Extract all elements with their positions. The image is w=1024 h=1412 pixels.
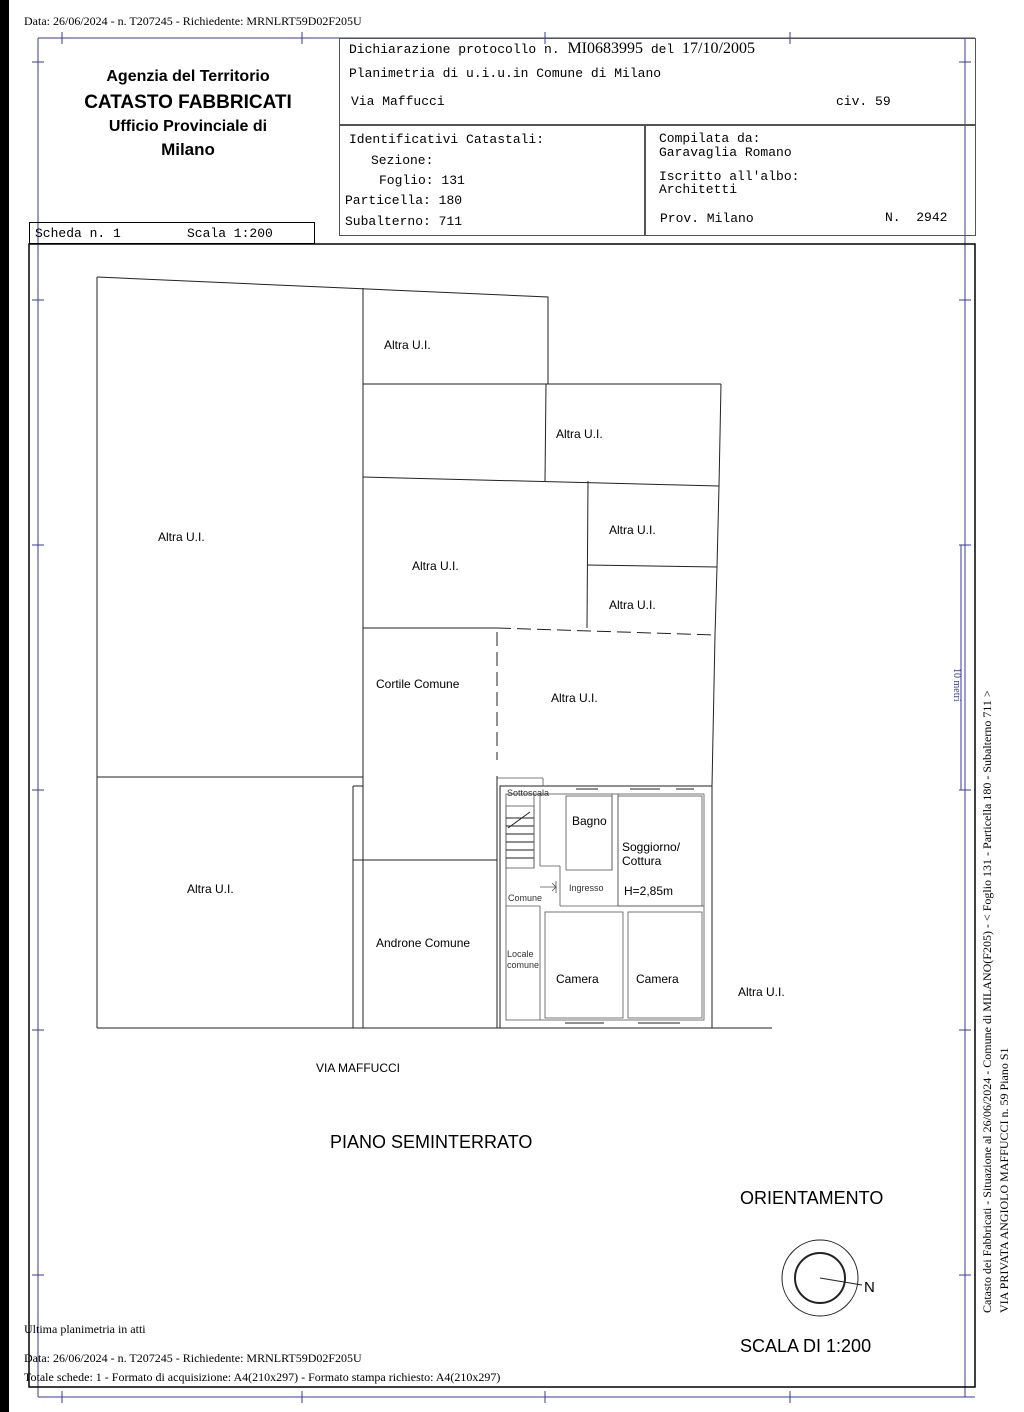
- camera-1-room: [545, 912, 623, 1018]
- room-label-altra-left-bottom: Altra U.I.: [187, 882, 234, 896]
- scheda-label: Scheda n. 1: [35, 226, 121, 241]
- agency-line4: Milano: [161, 140, 215, 159]
- bottom-request-line: Data: 26/06/2024 - n. T207245 - Richiedente: MRNLRT59D02F205U: [24, 1351, 362, 1365]
- particella-line: Particella: 180: [345, 193, 463, 208]
- room-label-bagno: Bagno: [572, 814, 607, 828]
- room-label-altra-r1: Altra U.I.: [609, 523, 656, 537]
- plan-wall: [712, 635, 715, 786]
- declaration-line: Dichiarazione protocollo n. MI0683995 del 17/10/2005: [349, 40, 755, 57]
- prov-label: Prov. Milano: [660, 211, 754, 226]
- north-label: N: [864, 1279, 875, 1296]
- room-label-altra-r2: Altra U.I.: [609, 598, 656, 612]
- orientation-title: ORIENTAMENTO: [740, 1188, 884, 1208]
- room-label-cortile: Cortile Comune: [376, 677, 460, 691]
- plan-wall: [363, 477, 719, 486]
- room-label-altra-mid: Altra U.I.: [412, 559, 459, 573]
- civ-line: civ. 59: [836, 94, 891, 109]
- identifiers-title: Identificativi Catastali:: [349, 132, 545, 147]
- room-height: H=2,85m: [624, 884, 674, 898]
- sezione-label: Sezione:: [371, 153, 434, 168]
- bagno-room: [566, 796, 612, 870]
- room-label-sottoscala: Sottoscala: [507, 788, 550, 798]
- plan-dashed-wall: [497, 628, 715, 635]
- plan-wall: [715, 567, 717, 635]
- side-text-address: VIA PRIVATA ANGIOLO MAFFUCCI n. 59 Piano S1: [997, 1047, 1011, 1313]
- protocol-number: MI0683995: [567, 40, 644, 57]
- scale-text: SCALA DI 1:200: [740, 1336, 872, 1356]
- side-text-cadastre: Catasto dei Fabbricati - Situazione al 26/06/2024 - Comune di MILANO(F205) - < Foglio 131 - Particella 180 - Subalterno 711 >: [980, 690, 994, 1313]
- room-label-soggiorno: Soggiorno/ Cottura: [622, 840, 681, 868]
- albo-value: Architetti: [659, 182, 738, 197]
- room-label-altra-center: Altra U.I.: [551, 691, 598, 705]
- agency-line2: CATASTO FABBRICATI: [84, 92, 292, 113]
- room-label-camera-1: Camera: [556, 972, 599, 986]
- room-label-ingresso: Ingresso: [569, 883, 604, 893]
- street-label: VIA MAFFUCCI: [316, 1061, 401, 1075]
- floor-title: PIANO SEMINTERRATO: [330, 1132, 533, 1152]
- room-label-altra-left: Altra U.I.: [158, 530, 205, 544]
- stair-steps: [506, 812, 534, 858]
- top-request-line: Data: 26/06/2024 - n. T207245 - Richiedente: MRNLRT59D02F205U: [24, 14, 362, 28]
- last-plan-note: Ultima planimetria in atti: [24, 1322, 146, 1336]
- declaration-date: 17/10/2005: [682, 40, 755, 57]
- compiled-name: Garavaglia Romano: [659, 145, 792, 160]
- plan-line: Planimetria di u.i.u.in Comune di Milano: [349, 66, 662, 81]
- room-label-altra-top2: Altra U.I.: [556, 427, 603, 441]
- stair: [506, 806, 534, 868]
- compiled-title: Compilata da:: [659, 131, 761, 146]
- room-label-altra-top: Altra U.I.: [384, 338, 431, 352]
- plan-left-block: [97, 277, 548, 384]
- room-label-comune: Comune: [508, 893, 543, 903]
- foglio-line: Foglio: 131: [379, 173, 465, 188]
- side-scale-label: 10 metri: [951, 668, 962, 702]
- room-label-camera-2: Camera: [636, 972, 679, 986]
- plan-wall: [587, 481, 588, 628]
- scheda-scale: Scala 1:200: [187, 226, 273, 241]
- subalterno-line: Subalterno: 711: [345, 214, 463, 229]
- room-label-altra-right-bottom: Altra U.I.: [738, 985, 785, 999]
- albo-label: Iscritto all'albo:: [659, 169, 800, 184]
- plan-wall: [545, 384, 546, 481]
- camera-2-room: [628, 912, 702, 1018]
- ingresso-arrow-icon: [540, 883, 556, 891]
- agency-line1: Agenzia del Territorio: [106, 68, 270, 85]
- plan-wall: [717, 486, 719, 567]
- room-label-androne: Androne Comune: [376, 936, 471, 950]
- compass-needle-icon: [820, 1278, 862, 1285]
- albo-number: N. 2942: [885, 210, 948, 225]
- bottom-totals: Totale schede: 1 - Formato di acquisizione: A4(210x297) - Formato stampa richiesto: A4(210x297): [24, 1370, 501, 1384]
- street-line: Via Maffucci: [351, 94, 445, 109]
- plan-wall: [719, 384, 721, 486]
- agency-line3: Ufficio Provinciale di: [108, 118, 268, 135]
- room-label-locale: Locale comune: [507, 949, 540, 970]
- plan-wall: [587, 565, 717, 567]
